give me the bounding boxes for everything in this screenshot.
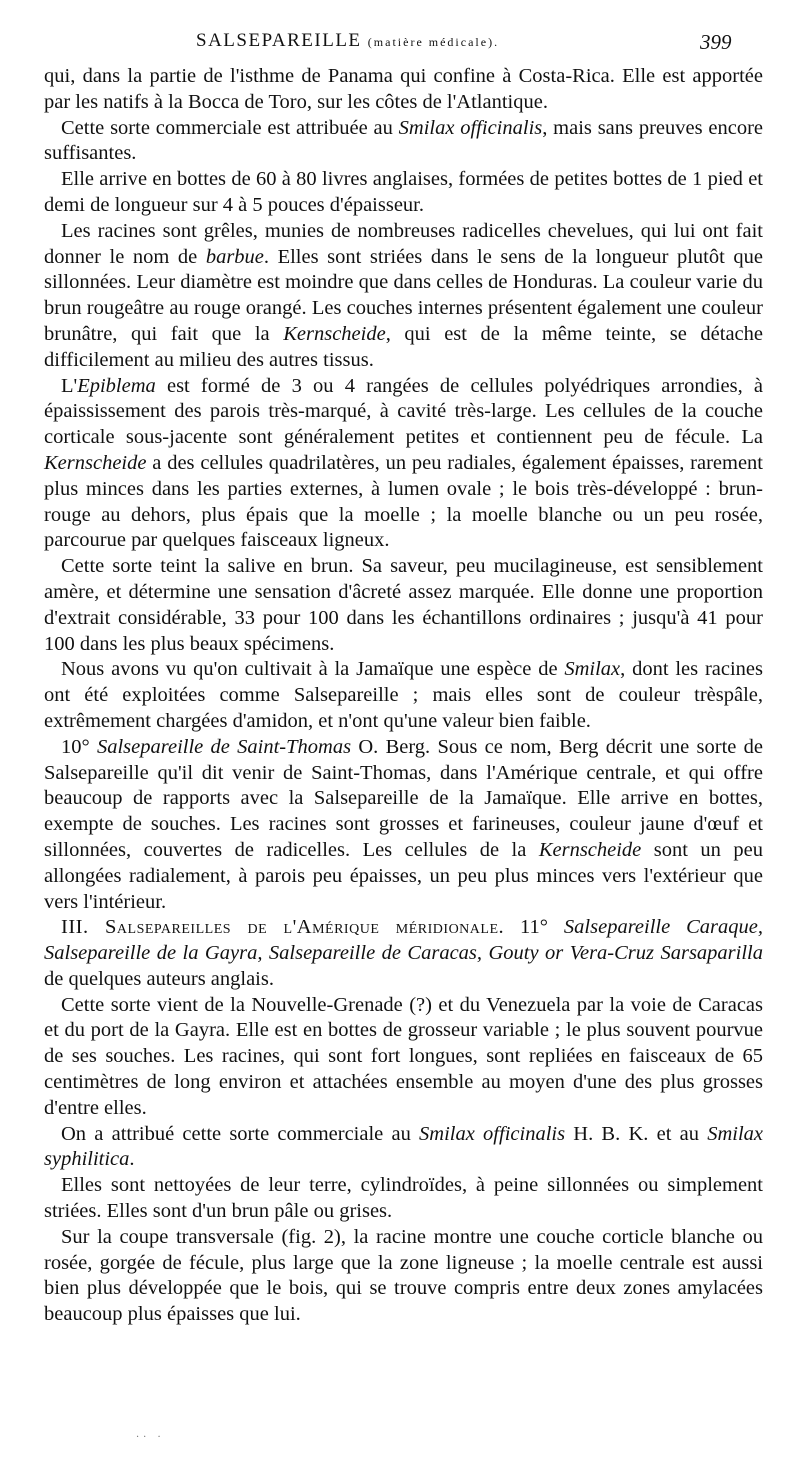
paragraph-8: [44, 735, 763, 916]
paragraph-8-variety-name: Salsepareille de Saint-Thomas: [96, 735, 352, 758]
paragraph-12: [44, 1173, 763, 1225]
paragraph-5-text-e: a des cellules quadrilatères, un peu radiales, également épaisses, rarement plus minces dans les parties externes, à lumen ovale ; le bois très-développé : brun-rouge au dehors, plus épais que la moelle ; la moelle blanche ou un peu rosée, parcourue par quelques faisceaux ligneux.: [44, 451, 763, 552]
paragraph-7-text-a: Nous avons vu qu'on cultivait à la Jamaïque une espèce de: [61, 658, 565, 681]
paragraph-5-text-c: est formé de 3 ou 4 rangées de cellules polyédriques arrondies, à épaississement des parois très-marqué, à cavité très-large. Les cellules de la couche corticale sous-jacente sont généralement petites et contiennent peu de fécule. La: [44, 374, 763, 449]
paragraph-8-text-e: sont un peu allongées radialement, à parois peu épaisses, un peu plus minces vers l'extérieur que vers l'intérieur.: [44, 838, 763, 913]
paragraph-5-term-epiblema: Epiblema: [77, 374, 156, 397]
paragraph-2-text-a: Cette sorte commerciale est attribuée au: [61, 116, 399, 139]
paragraph-7: [44, 657, 763, 734]
running-title: [196, 30, 499, 52]
running-title-main: SALSEPAREILLE: [196, 30, 362, 51]
paragraph-12-text: Elles sont nettoyées de leur terre, cylindroïdes, à peine sillonnées ou simplement striées. Elles sont d'un brun pâle ou grises.: [44, 1174, 763, 1223]
paragraph-10: [44, 993, 763, 1122]
paragraph-7-text-c: , dont les racines ont été exploitées comme Salsepareille ; mais elles sont de couleur trèspâle, extrêmement chargées d'amidon, et n'ont qu'une valeur bien faible.: [44, 658, 764, 732]
footer-smudge: ·· ·: [136, 1432, 165, 1443]
paragraph-9-text-d: de quelques auteurs anglais.: [44, 967, 274, 990]
paragraph-1-text: qui, dans la partie de l'isthme de Panama qui confine à Costa-Rica. Elle est apportée par les natifs à la Bocca de Toro, sur les côtes de l'Atlantique.: [44, 65, 763, 113]
paragraph-11-text-c: H. B. K. et au: [565, 1122, 708, 1145]
paragraph-9-number: 11°: [504, 916, 564, 939]
paragraph-1: [44, 64, 763, 116]
paragraph-3: [44, 167, 763, 219]
paragraph-8-term-kernscheide: Kernscheide: [538, 838, 642, 861]
section-heading: III. Salsepareilles de l'Amérique méridionale.: [61, 916, 505, 939]
paragraph-3-text: Elle arrive en bottes de 60 à 80 livres anglaises, formées de petites bottes de 1 pied et demi de longueur sur 4 à 5 pouces d'épaisseur.: [44, 168, 763, 216]
paragraph-4-text-c: . Elles sont striées dans le sens de la longueur plutôt que sillonnées. Leur diamètre est moindre que dans celles de Honduras. La couleur varie du brun rougeâtre au rouge orangé. Les couches internes présentent également une couleur brunâtre, qui fait que la: [44, 245, 763, 345]
paragraph-4-term-barbue: barbue: [205, 245, 264, 268]
paragraph-13-text: Sur la coupe transversale (fig. 2), la racine montre une couche corticle blanche ou rosée, gorgée de fécule, plus large que la zone ligneuse ; la moelle centrale est aussi bien plus développée que le bois, qui se trouve compris entre deux zones amylacées beaucoup plus épaisses que lui.: [44, 1225, 763, 1326]
paragraph-11-taxon-syphilitica: Smilax syphilitica: [44, 1122, 763, 1171]
paragraph-2-taxon: Smilax officinalis: [398, 116, 543, 139]
paragraph-11: [44, 1122, 763, 1174]
paragraph-6: [44, 554, 763, 657]
paragraph-4-text-e: , qui est de la même teinte, se détache difficilement au milieu des autres tissus.: [44, 322, 764, 371]
paragraph-2-text-c: , mais sans preuves encore suffisantes.: [44, 116, 764, 165]
body-text: [44, 64, 763, 1328]
running-header: [0, 30, 800, 56]
paragraph-4-text-a: Les racines sont grêles, munies de nombreuses radicelles chevelues, qui lui ont fait donner le nom de: [44, 219, 763, 268]
paragraph-9: [44, 915, 763, 992]
paragraph-2: [44, 116, 763, 168]
paragraph-11-text-a: On a attribué cette sorte commerciale au: [61, 1122, 420, 1145]
paragraph-8-text-c: O. Berg. Sous ce nom, Berg décrit une sorte de Salsepareille qu'il dit venir de Saint-Thomas, dans l'Amérique centrale, et qui offre beaucoup de rapports avec la Salsepareille de la Jamaïque. Elle arrive en bottes, exempte de souches. Les racines sont grosses et farineuses, couleur jaune d'œuf et sillonnées, couvertes de radicelles. Les cellules de la: [44, 735, 763, 861]
paragraph-6-text: Cette sorte teint la salive en brun. Sa saveur, peu mucilagineuse, est sensiblement amère, et détermine une sensation d'âcreté assez marquée. Elle donne une proportion d'extrait considérable, 33 pour 100 dans les échantillons ordinaires ; jusqu'à 41 pour 100 dans les plus beaux spécimens.: [44, 555, 763, 655]
paragraph-10-text: Cette sorte vient de la Nouvelle-Grenade (?) et du Venezuela par la voie de Caracas et du port de la Gayra. Elle est en bottes de grosseur variable ; le plus souvent pourvue de ses souches. Les racines, qui sont fort longues, sont repliées en faisceaux de 65 centimètres de long environ et attachées ensemble au moyen d'une des plus grosses d'entre elles.: [44, 993, 763, 1119]
paragraph-5: [44, 374, 763, 555]
page-number: 399: [700, 30, 732, 54]
running-title-subtitle: (matière médicale).: [367, 35, 500, 49]
paragraph-7-taxon: Smilax: [564, 658, 621, 681]
paragraph-5-text-a: L': [61, 374, 78, 397]
paragraph-4-term-kernscheide: Kernscheide: [283, 322, 386, 345]
paragraph-4: [44, 219, 763, 374]
paragraph-5-term-kernscheide: Kernscheide: [44, 451, 147, 474]
paragraph-9-variety-names: Salsepareille Caraque, Salsepareille de la Gayra, Salsepareille de Caracas, Gouty or Vera-Cruz Sarsaparilla: [44, 916, 763, 965]
paragraph-13: [44, 1225, 763, 1328]
paragraph-11-text-e: .: [129, 1148, 135, 1171]
paragraph-8-number: 10°: [61, 735, 97, 758]
paragraph-11-taxon-officinalis: Smilax officinalis: [419, 1122, 566, 1145]
